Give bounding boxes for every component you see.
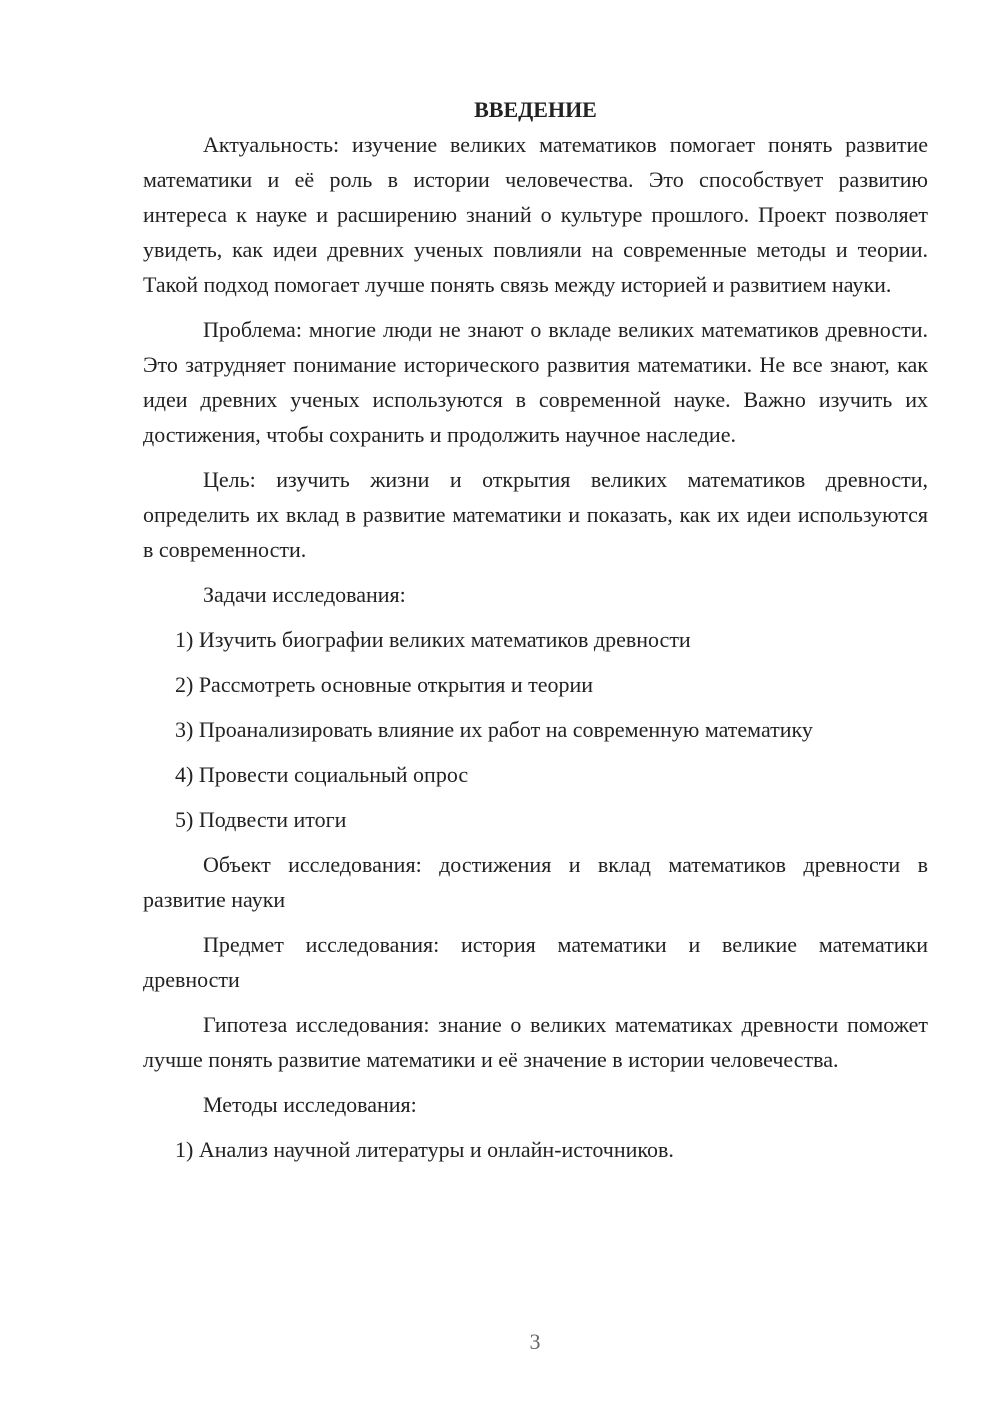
paragraph-object: Объект исследования: достижения и вклад математиков древности в развитие науки — [143, 852, 928, 912]
task-item: 4) Провести социальный опрос — [175, 762, 469, 787]
page-content — [143, 92, 928, 1177]
tasks-label: Задачи исследования: — [203, 582, 406, 607]
page-number: 3 — [529, 1329, 541, 1354]
tasks-list — [143, 622, 928, 837]
task-item: 3) Проанализировать влияние их работ на современную математику — [175, 717, 813, 742]
task-item: 1) Изучить биографии великих математиков древности — [175, 627, 691, 652]
paragraph-relevance: Актуальность: изучение великих математиков помогает понять развитие математики и её роль в истории человечества. Это способствует развитию интереса к науке и расширению знаний о культуре прошлого. Проект позволяет увидеть, как идеи древних ученых повлияли на современные методы и теории. Такой подход помогает лучше понять связь между историей и развитием науки. — [143, 132, 928, 297]
section-heading: ВВЕДЕНИЕ — [474, 97, 597, 122]
methods-list — [143, 1132, 928, 1167]
methods-label: Методы исследования: — [203, 1092, 417, 1117]
method-item: 1) Анализ научной литературы и онлайн-источников. — [175, 1137, 674, 1162]
paragraph-goal: Цель: изучить жизни и открытия великих математиков древности, определить их вклад в развитие математики и показать, как их идеи используются в современности. — [143, 467, 928, 562]
paragraph-problem: Проблема: многие люди не знают о вкладе великих математиков древности. Это затрудняет понимание исторического развития математики. Не все знают, как идеи древних ученых используются в современной науке. Важно изучить их достижения, чтобы сохранить и продолжить научное наследие. — [143, 317, 928, 447]
task-item: 2) Рассмотреть основные открытия и теории — [175, 672, 594, 697]
task-item: 5) Подвести итоги — [175, 807, 347, 832]
paragraph-subject: Предмет исследования: история математики и великие математики древности — [143, 932, 928, 992]
paragraph-hypothesis: Гипотеза исследования: знание о великих математиках древности поможет лучше понять развитие математики и её значение в истории человечества. — [143, 1012, 928, 1072]
